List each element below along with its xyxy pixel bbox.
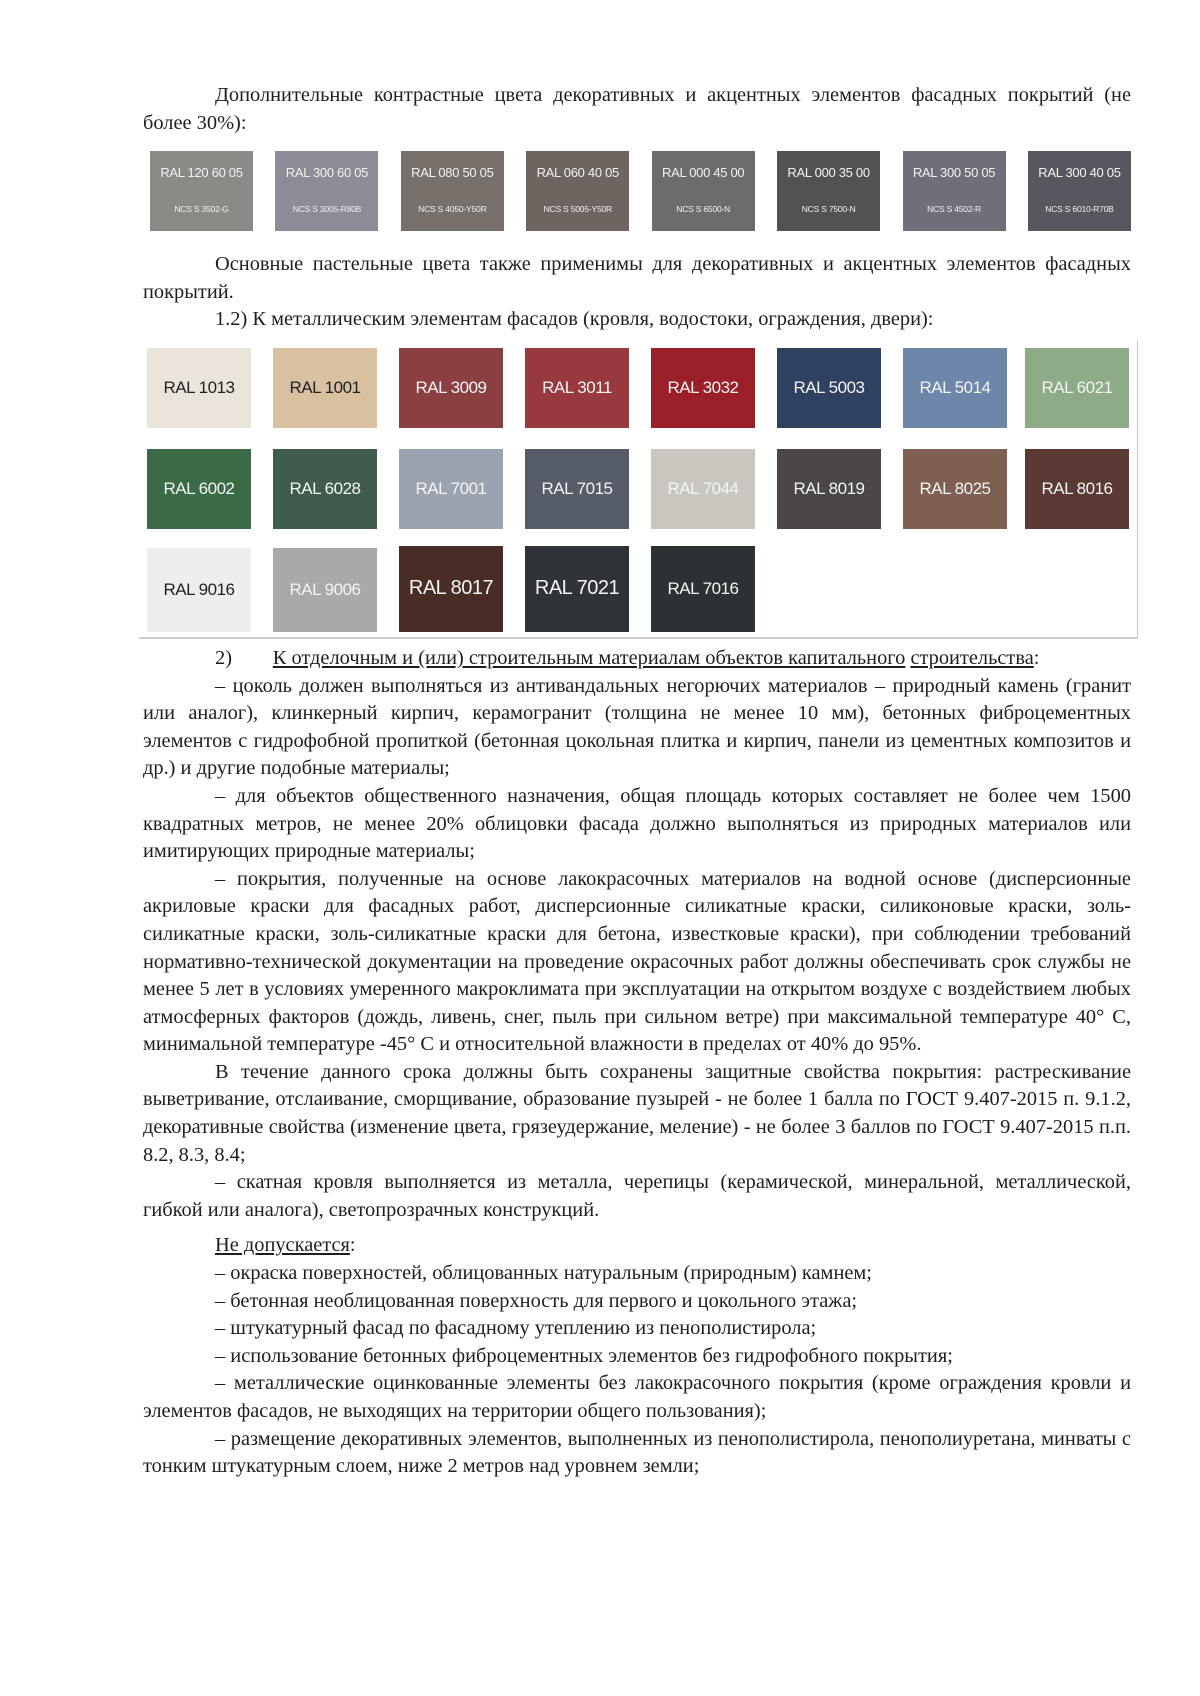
accent-swatch [401, 151, 504, 231]
metal-swatch: RAL 9016 [147, 548, 251, 632]
accent-intro: Дополнительные контрастные цвета декоративных и акцентных элементов фасадных покрытий (не более 30%): [143, 84, 1131, 134]
accent-ncs-code: NCS S 6010-R70B [1045, 204, 1114, 215]
accent-swatch [150, 151, 253, 231]
section-2-number: 2) [215, 646, 232, 669]
accent-swatch [903, 151, 1006, 231]
accent-swatch [652, 151, 755, 231]
requirement-item: – цоколь должен выполняться из антивандальных негорючих материалов – природный камень (гранит или аналог), клинкерный кирпич, керамогранит (толщина не менее 10 мм), бетонных фиброцементных элементов с гидрофобной пропиткой (бетонная цокольная плитка и кирпич, панели из цементных композитов и др.) и другие подобные материалы; [143, 674, 1131, 780]
document-page [143, 82, 1131, 1481]
metal-swatch: RAL 6021 [1025, 348, 1129, 428]
accent-swatch-row [150, 151, 1131, 231]
forbidden-item: – штукатурный фасад по фасадному утеплению из пенополистирола; [215, 1317, 817, 1340]
accent-ral-code: RAL 000 45 00 [662, 164, 745, 180]
metal-swatch-panel [139, 340, 1138, 639]
metal-swatch: RAL 6002 [147, 449, 251, 529]
accent-swatch [526, 151, 629, 231]
metal-swatch: RAL 3011 [525, 348, 629, 428]
forbidden-heading [143, 1232, 1131, 1260]
accent-swatch [777, 151, 880, 231]
forbidden-item: – размещение декоративных элементов, выполненных из пенополистирола, пенополиуретана, минваты с тонким штукатурным слоем, ниже 2 метров над уровнем земли; [143, 1427, 1131, 1478]
section-2-heading [143, 645, 1131, 673]
accent-ral-code: RAL 300 40 05 [1038, 164, 1121, 180]
requirement-item: В течение данного срока должны быть сохранены защитные свойства покрытия: растрескивание выветривание, отслаивание, сморщивание, образование пузырей - не более 1 балла по ГОСТ 9.407-2015 п. 9.1.2, декоративные свойства (изменение цвета, грязеудержание, меление) - не более 3 баллов по ГОСТ 9.407-2015 п.п. 8.2, 8.3, 8.4; [143, 1060, 1131, 1166]
accent-ral-code: RAL 120 60 05 [160, 164, 243, 180]
metal-swatch: RAL 5003 [777, 348, 881, 428]
accent-ncs-code: NCS S 5005-Y50R [543, 204, 612, 215]
colon: : [1033, 646, 1040, 669]
accent-ral-code: RAL 300 60 05 [285, 164, 369, 180]
metal-swatch: RAL 7001 [399, 449, 503, 529]
metal-swatch: RAL 8016 [1025, 449, 1129, 529]
metal-swatch: RAL 8025 [903, 449, 1007, 529]
metal-swatch: RAL 7016 [651, 546, 755, 632]
metal-heading: 1.2) К металлическим элементам фасадов (кровля, водостоки, ограждения, двери): [215, 308, 934, 331]
forbidden-item: – бетонная необлицованная поверхность для первого и цокольного этажа; [215, 1289, 858, 1312]
metal-swatch: RAL 6028 [273, 449, 377, 529]
metal-swatch: RAL 5014 [903, 348, 1007, 428]
accent-ncs-code: NCS S 3005-R80B [292, 204, 362, 215]
section-2-title-end: строительства [910, 646, 1034, 669]
colon: : [349, 1234, 356, 1257]
forbidden-item: – окраска поверхностей, облицованных натуральным (природным) камнем; [215, 1262, 872, 1285]
accent-ncs-code: NCS S 3502-G [174, 204, 229, 215]
metal-swatch: RAL 7021 [525, 546, 629, 632]
forbidden-title: Не допускается [215, 1234, 350, 1257]
forbidden-item: – металлические оцинкованные элементы без лакокрасочного покрытия (кроме ограждения кровли и элементов фасадов, не выходящих на территории общего пользования); [143, 1372, 1131, 1422]
accent-ncs-code: NCS S 7500-N [801, 204, 856, 215]
accent-swatch [1028, 151, 1131, 231]
section-2-title: К отделочным и (или) строительным материалам объектов капитального [272, 646, 906, 669]
accent-ral-code: RAL 300 50 05 [912, 164, 996, 180]
requirement-item: – покрытия, полученные на основе лакокрасочных материалов на водной основе (дисперсионные акриловые краски для фасадных работ, дисперсионные силикатные краски, силиконовые краски, золь-силикатные краски, золь-силикатные краски для бетона, известковые краски), при соблюдении требований нормативно-технической документации на проведение окрасочных работ должны обеспечивать срок службы не менее 5 лет в условиях умеренного макроклимата при эксплуатации на открытом воздухе с воздействием любых атмосферных факторов (дождь, ливень, снег, пыль при сильном ветре) при максимальной температуре 40° С, минимальной температуре -45° С и относительной влажности в пределах от 40% до 95%. [143, 867, 1131, 1056]
accent-ral-code: RAL 000 35 00 [787, 164, 870, 180]
pastel-note: Основные пастельные цвета также применимы для декоративных и акцентных элементов фасадных покрытий. [143, 253, 1131, 303]
metal-swatch: RAL 8017 [399, 546, 503, 632]
accent-ncs-code: NCS S 6500-N [676, 204, 731, 215]
accent-ral-code: RAL 080 50 05 [411, 164, 494, 180]
metal-swatch: RAL 7015 [525, 449, 629, 529]
metal-swatch: RAL 3032 [651, 348, 755, 428]
metal-swatch: RAL 1013 [147, 348, 251, 428]
accent-ncs-code: NCS S 4050-Y50R [418, 204, 487, 215]
metal-swatch: RAL 3009 [399, 348, 503, 428]
accent-ral-code: RAL 060 40 05 [536, 164, 619, 180]
metal-swatch: RAL 7044 [651, 449, 755, 529]
metal-swatch: RAL 8019 [777, 449, 881, 529]
accent-ncs-code: NCS S 4502-R [927, 204, 981, 215]
requirement-item: – скатная кровля выполняется из металла, черепицы (керамической, минеральной, металлической, гибкой или аналога), светопрозрачных конструкций. [143, 1171, 1131, 1221]
forbidden-item: – использование бетонных фиброцементных элементов без гидрофобного покрытия; [215, 1344, 953, 1367]
requirement-item: – для объектов общественного назначения, общая площадь которых составляет не более чем 1500 квадратных метров, не менее 20% облицовки фасада должно выполняться из природных материалов или имитирующих природные материалы; [143, 784, 1131, 863]
metal-swatch: RAL 1001 [273, 348, 377, 428]
accent-swatch [275, 151, 378, 231]
metal-swatch: RAL 9006 [273, 548, 377, 632]
